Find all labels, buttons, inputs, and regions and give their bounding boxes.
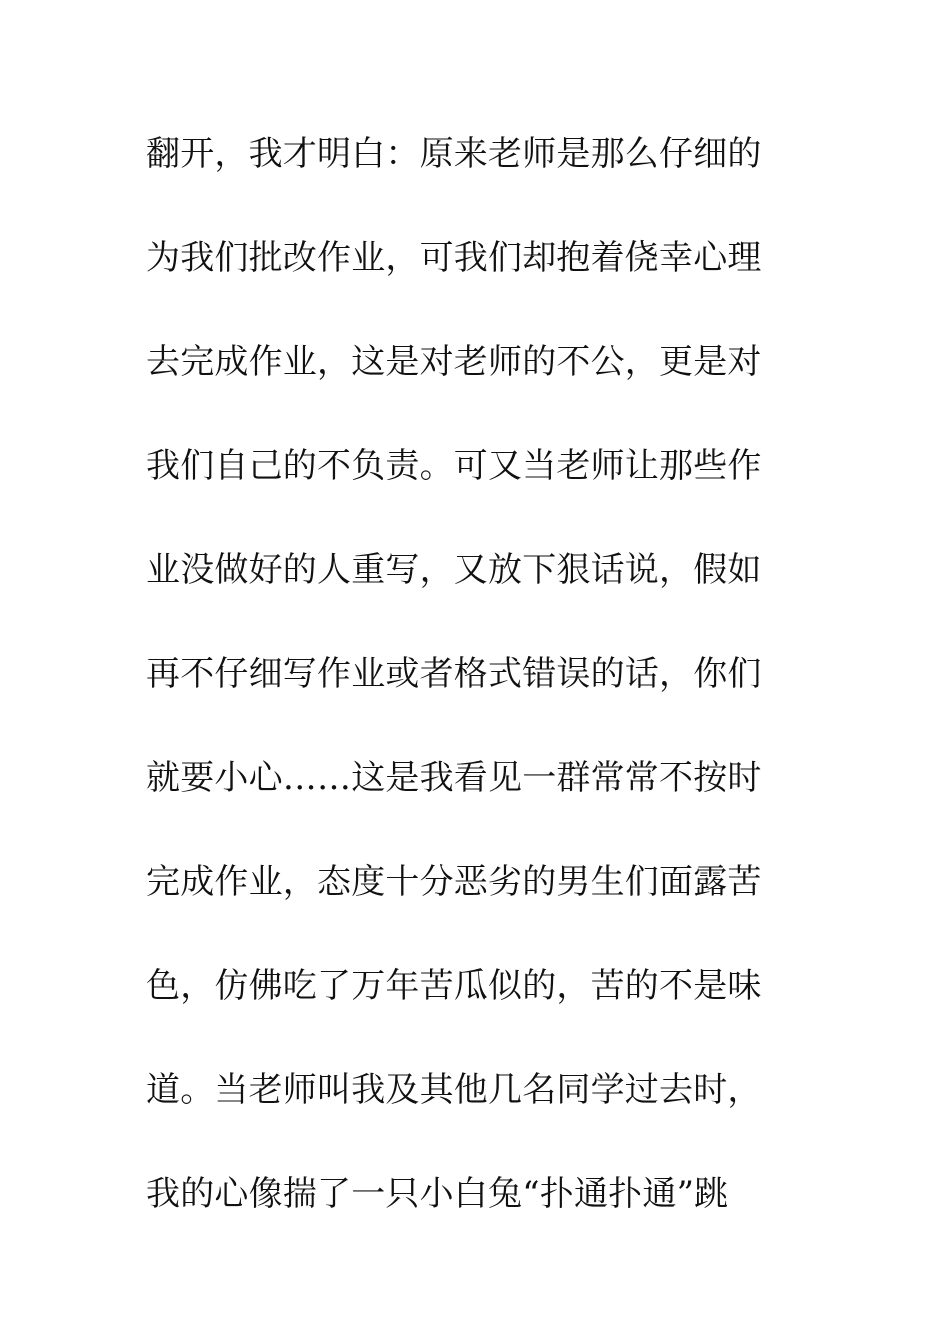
text-line: 就要小心……这是我看见一群常常不按时 bbox=[146, 758, 762, 798]
text-line: 为我们批改作业，可我们却抱着侥幸心理 bbox=[146, 238, 762, 278]
text-line: 翻开，我才明白：原来老师是那么仔细的 bbox=[146, 134, 762, 174]
body-text bbox=[146, 124, 786, 1268]
text-line: 去完成作业，这是对老师的不公，更是对 bbox=[146, 342, 762, 382]
text-line: 再不仔细写作业或者格式错误的话，你们 bbox=[146, 654, 762, 694]
text-line: 我们自己的不负责。可又当老师让那些作 bbox=[146, 446, 762, 486]
text-line: 我的心像揣了一只小白兔“扑通扑通”跳 bbox=[146, 1174, 729, 1214]
text-line: 完成作业，态度十分恶劣的男生们面露苦 bbox=[146, 862, 762, 902]
text-line: 道。当老师叫我及其他几名同学过去时， bbox=[146, 1070, 762, 1110]
text-line: 业没做好的人重写，又放下狠话说，假如 bbox=[146, 550, 762, 590]
text-line: 色，仿佛吃了万年苦瓜似的，苦的不是味 bbox=[146, 966, 762, 1006]
